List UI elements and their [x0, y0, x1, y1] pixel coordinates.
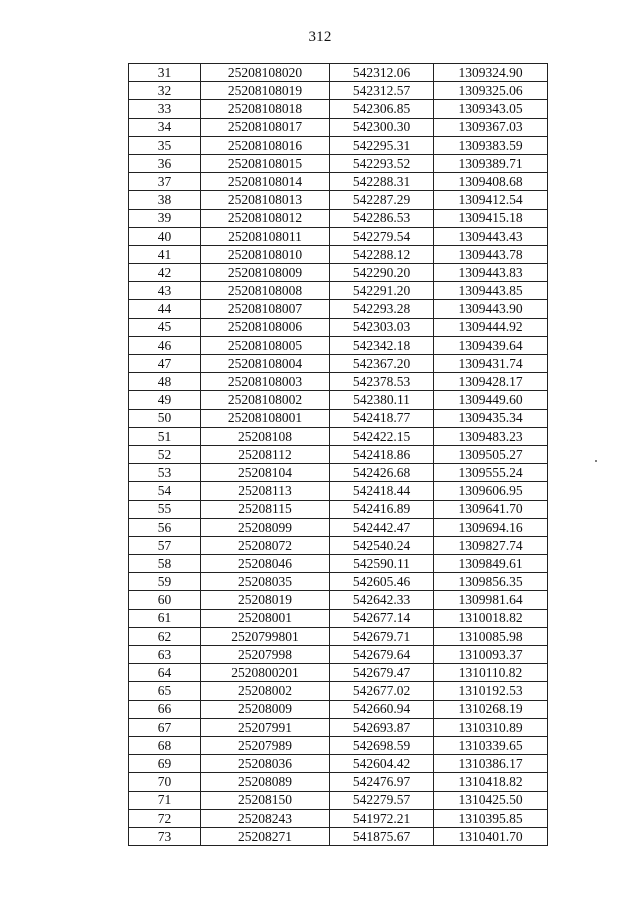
point-id-cell: 25208108004: [201, 355, 330, 373]
y-coordinate-cell: 1310110.82: [434, 664, 548, 682]
point-id-cell: 25208001: [201, 609, 330, 627]
page-number: 312: [308, 29, 332, 45]
point-number-cell: 35: [129, 136, 201, 154]
point-number-cell: 70: [129, 773, 201, 791]
point-id-cell: 25208108017: [201, 118, 330, 136]
table-row: [129, 700, 548, 718]
point-id-cell: 25208072: [201, 536, 330, 554]
point-number-cell: 55: [129, 500, 201, 518]
table-row: [129, 373, 548, 391]
point-id-cell: 25208108015: [201, 154, 330, 172]
scan-speck: [595, 460, 597, 462]
x-coordinate-cell: 542312.06: [330, 64, 434, 82]
point-id-cell: 25208108020: [201, 64, 330, 82]
x-coordinate-cell: 542290.20: [330, 264, 434, 282]
x-coordinate-cell: 542293.28: [330, 300, 434, 318]
x-coordinate-cell: 542605.46: [330, 573, 434, 591]
point-id-cell: 25208112: [201, 445, 330, 463]
point-number-cell: 68: [129, 736, 201, 754]
y-coordinate-cell: 1309483.23: [434, 427, 548, 445]
table-row: [129, 573, 548, 591]
y-coordinate-cell: 1309343.05: [434, 100, 548, 118]
point-number-cell: 49: [129, 391, 201, 409]
x-coordinate-cell: 542342.18: [330, 336, 434, 354]
point-id-cell: 25208150: [201, 791, 330, 809]
table-row: [129, 718, 548, 736]
table-row: [129, 445, 548, 463]
point-id-cell: 25208108005: [201, 336, 330, 354]
point-id-cell: 25208108012: [201, 209, 330, 227]
x-coordinate-cell: 542679.64: [330, 646, 434, 664]
point-id-cell: 25208108: [201, 427, 330, 445]
point-number-cell: 33: [129, 100, 201, 118]
point-number-cell: 43: [129, 282, 201, 300]
point-id-cell: 25208036: [201, 755, 330, 773]
point-number-cell: 45: [129, 318, 201, 336]
point-id-cell: 25208046: [201, 555, 330, 573]
y-coordinate-cell: 1309324.90: [434, 64, 548, 82]
point-number-cell: 72: [129, 809, 201, 827]
point-id-cell: 25208089: [201, 773, 330, 791]
table-row: [129, 627, 548, 645]
table-row: [129, 755, 548, 773]
y-coordinate-cell: 1309412.54: [434, 191, 548, 209]
y-coordinate-cell: 1309849.61: [434, 555, 548, 573]
point-id-cell: 25208271: [201, 827, 330, 845]
x-coordinate-cell: 542303.03: [330, 318, 434, 336]
point-number-cell: 61: [129, 609, 201, 627]
point-id-cell: 25208009: [201, 700, 330, 718]
y-coordinate-cell: 1309444.92: [434, 318, 548, 336]
x-coordinate-cell: 542295.31: [330, 136, 434, 154]
table-row: [129, 118, 548, 136]
x-coordinate-cell: 542287.29: [330, 191, 434, 209]
x-coordinate-cell: 542604.42: [330, 755, 434, 773]
table-row: [129, 682, 548, 700]
x-coordinate-cell: 542312.57: [330, 82, 434, 100]
y-coordinate-cell: 1310192.53: [434, 682, 548, 700]
y-coordinate-cell: 1309641.70: [434, 500, 548, 518]
x-coordinate-cell: 542416.89: [330, 500, 434, 518]
table-row: [129, 100, 548, 118]
coordinates-table-body: [129, 64, 548, 846]
y-coordinate-cell: 1309827.74: [434, 536, 548, 554]
point-number-cell: 63: [129, 646, 201, 664]
point-id-cell: 25208104: [201, 464, 330, 482]
x-coordinate-cell: 542418.44: [330, 482, 434, 500]
table-row: [129, 646, 548, 664]
table-row: [129, 427, 548, 445]
point-id-cell: 25207991: [201, 718, 330, 736]
point-number-cell: 73: [129, 827, 201, 845]
x-coordinate-cell: 542279.57: [330, 791, 434, 809]
y-coordinate-cell: 1309367.03: [434, 118, 548, 136]
x-coordinate-cell: 542426.68: [330, 464, 434, 482]
point-id-cell: 25208108006: [201, 318, 330, 336]
point-id-cell: 25208035: [201, 573, 330, 591]
y-coordinate-cell: 1309389.71: [434, 154, 548, 172]
table-row: [129, 318, 548, 336]
y-coordinate-cell: 1309694.16: [434, 518, 548, 536]
table-row: [129, 191, 548, 209]
point-id-cell: 25207998: [201, 646, 330, 664]
table-row: [129, 264, 548, 282]
point-number-cell: 57: [129, 536, 201, 554]
point-number-cell: 46: [129, 336, 201, 354]
table-row: [129, 609, 548, 627]
table-row: [129, 482, 548, 500]
y-coordinate-cell: 1309443.43: [434, 227, 548, 245]
table-row: [129, 518, 548, 536]
y-coordinate-cell: 1309428.17: [434, 373, 548, 391]
y-coordinate-cell: 1310339.65: [434, 736, 548, 754]
point-number-cell: 64: [129, 664, 201, 682]
x-coordinate-cell: 542286.53: [330, 209, 434, 227]
point-id-cell: 25208108016: [201, 136, 330, 154]
y-coordinate-cell: 1309431.74: [434, 355, 548, 373]
y-coordinate-cell: 1310395.85: [434, 809, 548, 827]
point-id-cell: 2520799801: [201, 627, 330, 645]
point-number-cell: 32: [129, 82, 201, 100]
x-coordinate-cell: 542476.97: [330, 773, 434, 791]
point-id-cell: 25208108019: [201, 82, 330, 100]
table-row: [129, 209, 548, 227]
y-coordinate-cell: 1309443.85: [434, 282, 548, 300]
x-coordinate-cell: 542288.31: [330, 173, 434, 191]
point-id-cell: 25208243: [201, 809, 330, 827]
point-id-cell: 25208108009: [201, 264, 330, 282]
point-number-cell: 51: [129, 427, 201, 445]
y-coordinate-cell: 1309415.18: [434, 209, 548, 227]
point-id-cell: 25208108003: [201, 373, 330, 391]
table-row: [129, 664, 548, 682]
point-id-cell: 25208108018: [201, 100, 330, 118]
point-number-cell: 59: [129, 573, 201, 591]
x-coordinate-cell: 542367.20: [330, 355, 434, 373]
x-coordinate-cell: 542693.87: [330, 718, 434, 736]
point-number-cell: 50: [129, 409, 201, 427]
point-number-cell: 48: [129, 373, 201, 391]
point-id-cell: 25208002: [201, 682, 330, 700]
x-coordinate-cell: 542288.12: [330, 245, 434, 263]
point-id-cell: 25208019: [201, 591, 330, 609]
x-coordinate-cell: 542293.52: [330, 154, 434, 172]
y-coordinate-cell: 1309449.60: [434, 391, 548, 409]
x-coordinate-cell: 541875.67: [330, 827, 434, 845]
y-coordinate-cell: 1309439.64: [434, 336, 548, 354]
x-coordinate-cell: 542418.77: [330, 409, 434, 427]
table-row: [129, 245, 548, 263]
point-id-cell: 25207989: [201, 736, 330, 754]
y-coordinate-cell: 1309856.35: [434, 573, 548, 591]
y-coordinate-cell: 1310401.70: [434, 827, 548, 845]
point-number-cell: 44: [129, 300, 201, 318]
point-number-cell: 54: [129, 482, 201, 500]
y-coordinate-cell: 1310093.37: [434, 646, 548, 664]
y-coordinate-cell: 1309383.59: [434, 136, 548, 154]
point-id-cell: 25208099: [201, 518, 330, 536]
point-id-cell: 25208108014: [201, 173, 330, 191]
point-number-cell: 69: [129, 755, 201, 773]
point-id-cell: 25208108001: [201, 409, 330, 427]
x-coordinate-cell: 542679.71: [330, 627, 434, 645]
point-id-cell: 25208108008: [201, 282, 330, 300]
x-coordinate-cell: 542380.11: [330, 391, 434, 409]
table-row: [129, 791, 548, 809]
x-coordinate-cell: 542677.14: [330, 609, 434, 627]
y-coordinate-cell: 1310418.82: [434, 773, 548, 791]
point-number-cell: 71: [129, 791, 201, 809]
point-id-cell: 25208108011: [201, 227, 330, 245]
point-number-cell: 47: [129, 355, 201, 373]
coordinates-table-container: [128, 63, 548, 846]
point-number-cell: 52: [129, 445, 201, 463]
table-row: [129, 355, 548, 373]
point-number-cell: 65: [129, 682, 201, 700]
y-coordinate-cell: 1310268.19: [434, 700, 548, 718]
table-row: [129, 82, 548, 100]
point-number-cell: 31: [129, 64, 201, 82]
y-coordinate-cell: 1309555.24: [434, 464, 548, 482]
y-coordinate-cell: 1309443.83: [434, 264, 548, 282]
table-row: [129, 282, 548, 300]
y-coordinate-cell: 1309408.68: [434, 173, 548, 191]
point-number-cell: 62: [129, 627, 201, 645]
y-coordinate-cell: 1310018.82: [434, 609, 548, 627]
x-coordinate-cell: 542679.47: [330, 664, 434, 682]
table-row: [129, 173, 548, 191]
y-coordinate-cell: 1310386.17: [434, 755, 548, 773]
y-coordinate-cell: 1310310.89: [434, 718, 548, 736]
x-coordinate-cell: 542540.24: [330, 536, 434, 554]
point-number-cell: 40: [129, 227, 201, 245]
point-number-cell: 66: [129, 700, 201, 718]
x-coordinate-cell: 542698.59: [330, 736, 434, 754]
x-coordinate-cell: 541972.21: [330, 809, 434, 827]
point-number-cell: 56: [129, 518, 201, 536]
point-number-cell: 34: [129, 118, 201, 136]
x-coordinate-cell: 542590.11: [330, 555, 434, 573]
point-id-cell: 25208108010: [201, 245, 330, 263]
x-coordinate-cell: 542642.33: [330, 591, 434, 609]
x-coordinate-cell: 542677.02: [330, 682, 434, 700]
y-coordinate-cell: 1310085.98: [434, 627, 548, 645]
table-row: [129, 154, 548, 172]
y-coordinate-cell: 1310425.50: [434, 791, 548, 809]
point-number-cell: 53: [129, 464, 201, 482]
y-coordinate-cell: 1309606.95: [434, 482, 548, 500]
table-row: [129, 736, 548, 754]
point-number-cell: 38: [129, 191, 201, 209]
y-coordinate-cell: 1309443.90: [434, 300, 548, 318]
point-number-cell: 37: [129, 173, 201, 191]
x-coordinate-cell: 542660.94: [330, 700, 434, 718]
point-id-cell: 25208115: [201, 500, 330, 518]
table-row: [129, 464, 548, 482]
table-row: [129, 300, 548, 318]
table-row: [129, 227, 548, 245]
point-id-cell: 25208113: [201, 482, 330, 500]
x-coordinate-cell: 542378.53: [330, 373, 434, 391]
point-id-cell: 25208108007: [201, 300, 330, 318]
point-number-cell: 58: [129, 555, 201, 573]
point-number-cell: 67: [129, 718, 201, 736]
point-id-cell: 25208108002: [201, 391, 330, 409]
x-coordinate-cell: 542418.86: [330, 445, 434, 463]
point-number-cell: 39: [129, 209, 201, 227]
table-row: [129, 500, 548, 518]
table-row: [129, 827, 548, 845]
point-number-cell: 41: [129, 245, 201, 263]
x-coordinate-cell: 542300.30: [330, 118, 434, 136]
table-row: [129, 409, 548, 427]
x-coordinate-cell: 542422.15: [330, 427, 434, 445]
point-id-cell: 25208108013: [201, 191, 330, 209]
table-row: [129, 555, 548, 573]
table-row: [129, 391, 548, 409]
table-row: [129, 64, 548, 82]
x-coordinate-cell: 542442.47: [330, 518, 434, 536]
table-row: [129, 536, 548, 554]
y-coordinate-cell: 1309325.06: [434, 82, 548, 100]
table-row: [129, 336, 548, 354]
table-row: [129, 591, 548, 609]
y-coordinate-cell: 1309981.64: [434, 591, 548, 609]
point-number-cell: 42: [129, 264, 201, 282]
x-coordinate-cell: 542306.85: [330, 100, 434, 118]
table-row: [129, 809, 548, 827]
y-coordinate-cell: 1309435.34: [434, 409, 548, 427]
point-number-cell: 36: [129, 154, 201, 172]
y-coordinate-cell: 1309443.78: [434, 245, 548, 263]
table-row: [129, 773, 548, 791]
point-number-cell: 60: [129, 591, 201, 609]
table-row: [129, 136, 548, 154]
point-id-cell: 2520800201: [201, 664, 330, 682]
x-coordinate-cell: 542279.54: [330, 227, 434, 245]
coordinates-table: [128, 63, 548, 846]
x-coordinate-cell: 542291.20: [330, 282, 434, 300]
y-coordinate-cell: 1309505.27: [434, 445, 548, 463]
